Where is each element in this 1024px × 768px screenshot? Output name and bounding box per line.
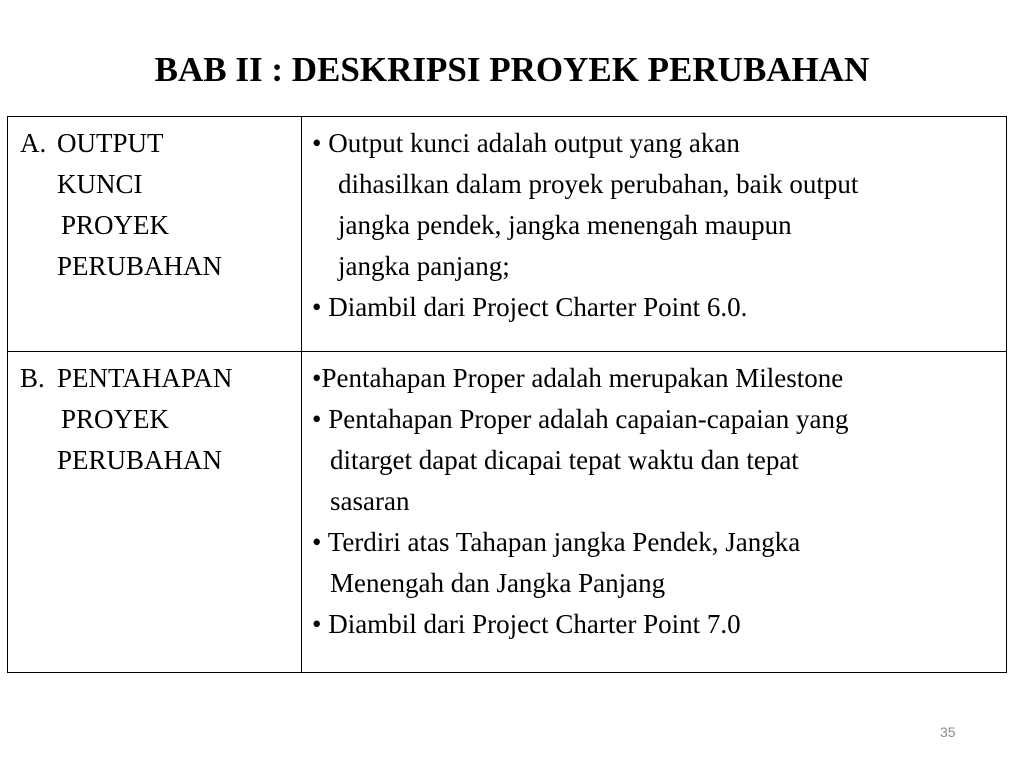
row-label-cell — [8, 352, 302, 673]
table-row — [8, 352, 1007, 673]
bullet-line: jangka panjang; — [338, 251, 510, 281]
row-label-line: PENTAHAPAN — [57, 363, 233, 393]
row-letter: B. — [20, 363, 45, 393]
row-label-line: PROYEK — [61, 210, 170, 240]
row-label-cell — [8, 117, 302, 352]
row-label-line: PERUBAHAN — [57, 251, 223, 281]
bullet-line: jangka pendek, jangka menengah maupun — [338, 210, 792, 240]
table-row — [8, 117, 1007, 352]
row-label-line: OUTPUT — [57, 128, 164, 158]
content-table — [7, 116, 1007, 673]
bullet-line: dihasilkan dalam proyek perubahan, baik output — [338, 169, 859, 199]
row-label-line: PROYEK — [61, 404, 170, 434]
bullet-line: • Diambil dari Project Charter Point 7.0 — [312, 609, 741, 639]
slide-title: BAB II : DESKRIPSI PROYEK PERUBAHAN — [154, 50, 870, 89]
bullet-item — [312, 522, 1002, 604]
bullet-item — [312, 287, 1002, 328]
bullet-item — [312, 399, 1002, 522]
row-letter: A. — [20, 128, 47, 158]
bullet-line: • Output kunci adalah output yang akan — [312, 128, 740, 158]
bullet-line: Menengah dan Jangka Panjang — [330, 568, 666, 598]
bullet-line: • Diambil dari Project Charter Point 6.0. — [312, 292, 748, 322]
row-label-line: KUNCI — [57, 169, 143, 199]
bullet-item — [312, 123, 1002, 287]
bullet-line: • Terdiri atas Tahapan jangka Pendek, Jangka — [312, 527, 801, 557]
row-description-cell — [302, 352, 1007, 673]
bullet-line: ditarget dapat dicapai tepat waktu dan tepat — [330, 445, 799, 475]
bullet-item — [312, 604, 1002, 645]
page-number: 35 — [940, 724, 956, 740]
row-label-line: PERUBAHAN — [57, 445, 223, 475]
bullet-line: • Pentahapan Proper adalah capaian-capaian yang — [312, 404, 849, 434]
bullet-line: •Pentahapan Proper adalah merupakan Milestone — [312, 363, 844, 393]
row-description-cell — [302, 117, 1007, 352]
bullet-item — [312, 358, 1002, 399]
bullet-line: sasaran — [330, 486, 410, 516]
